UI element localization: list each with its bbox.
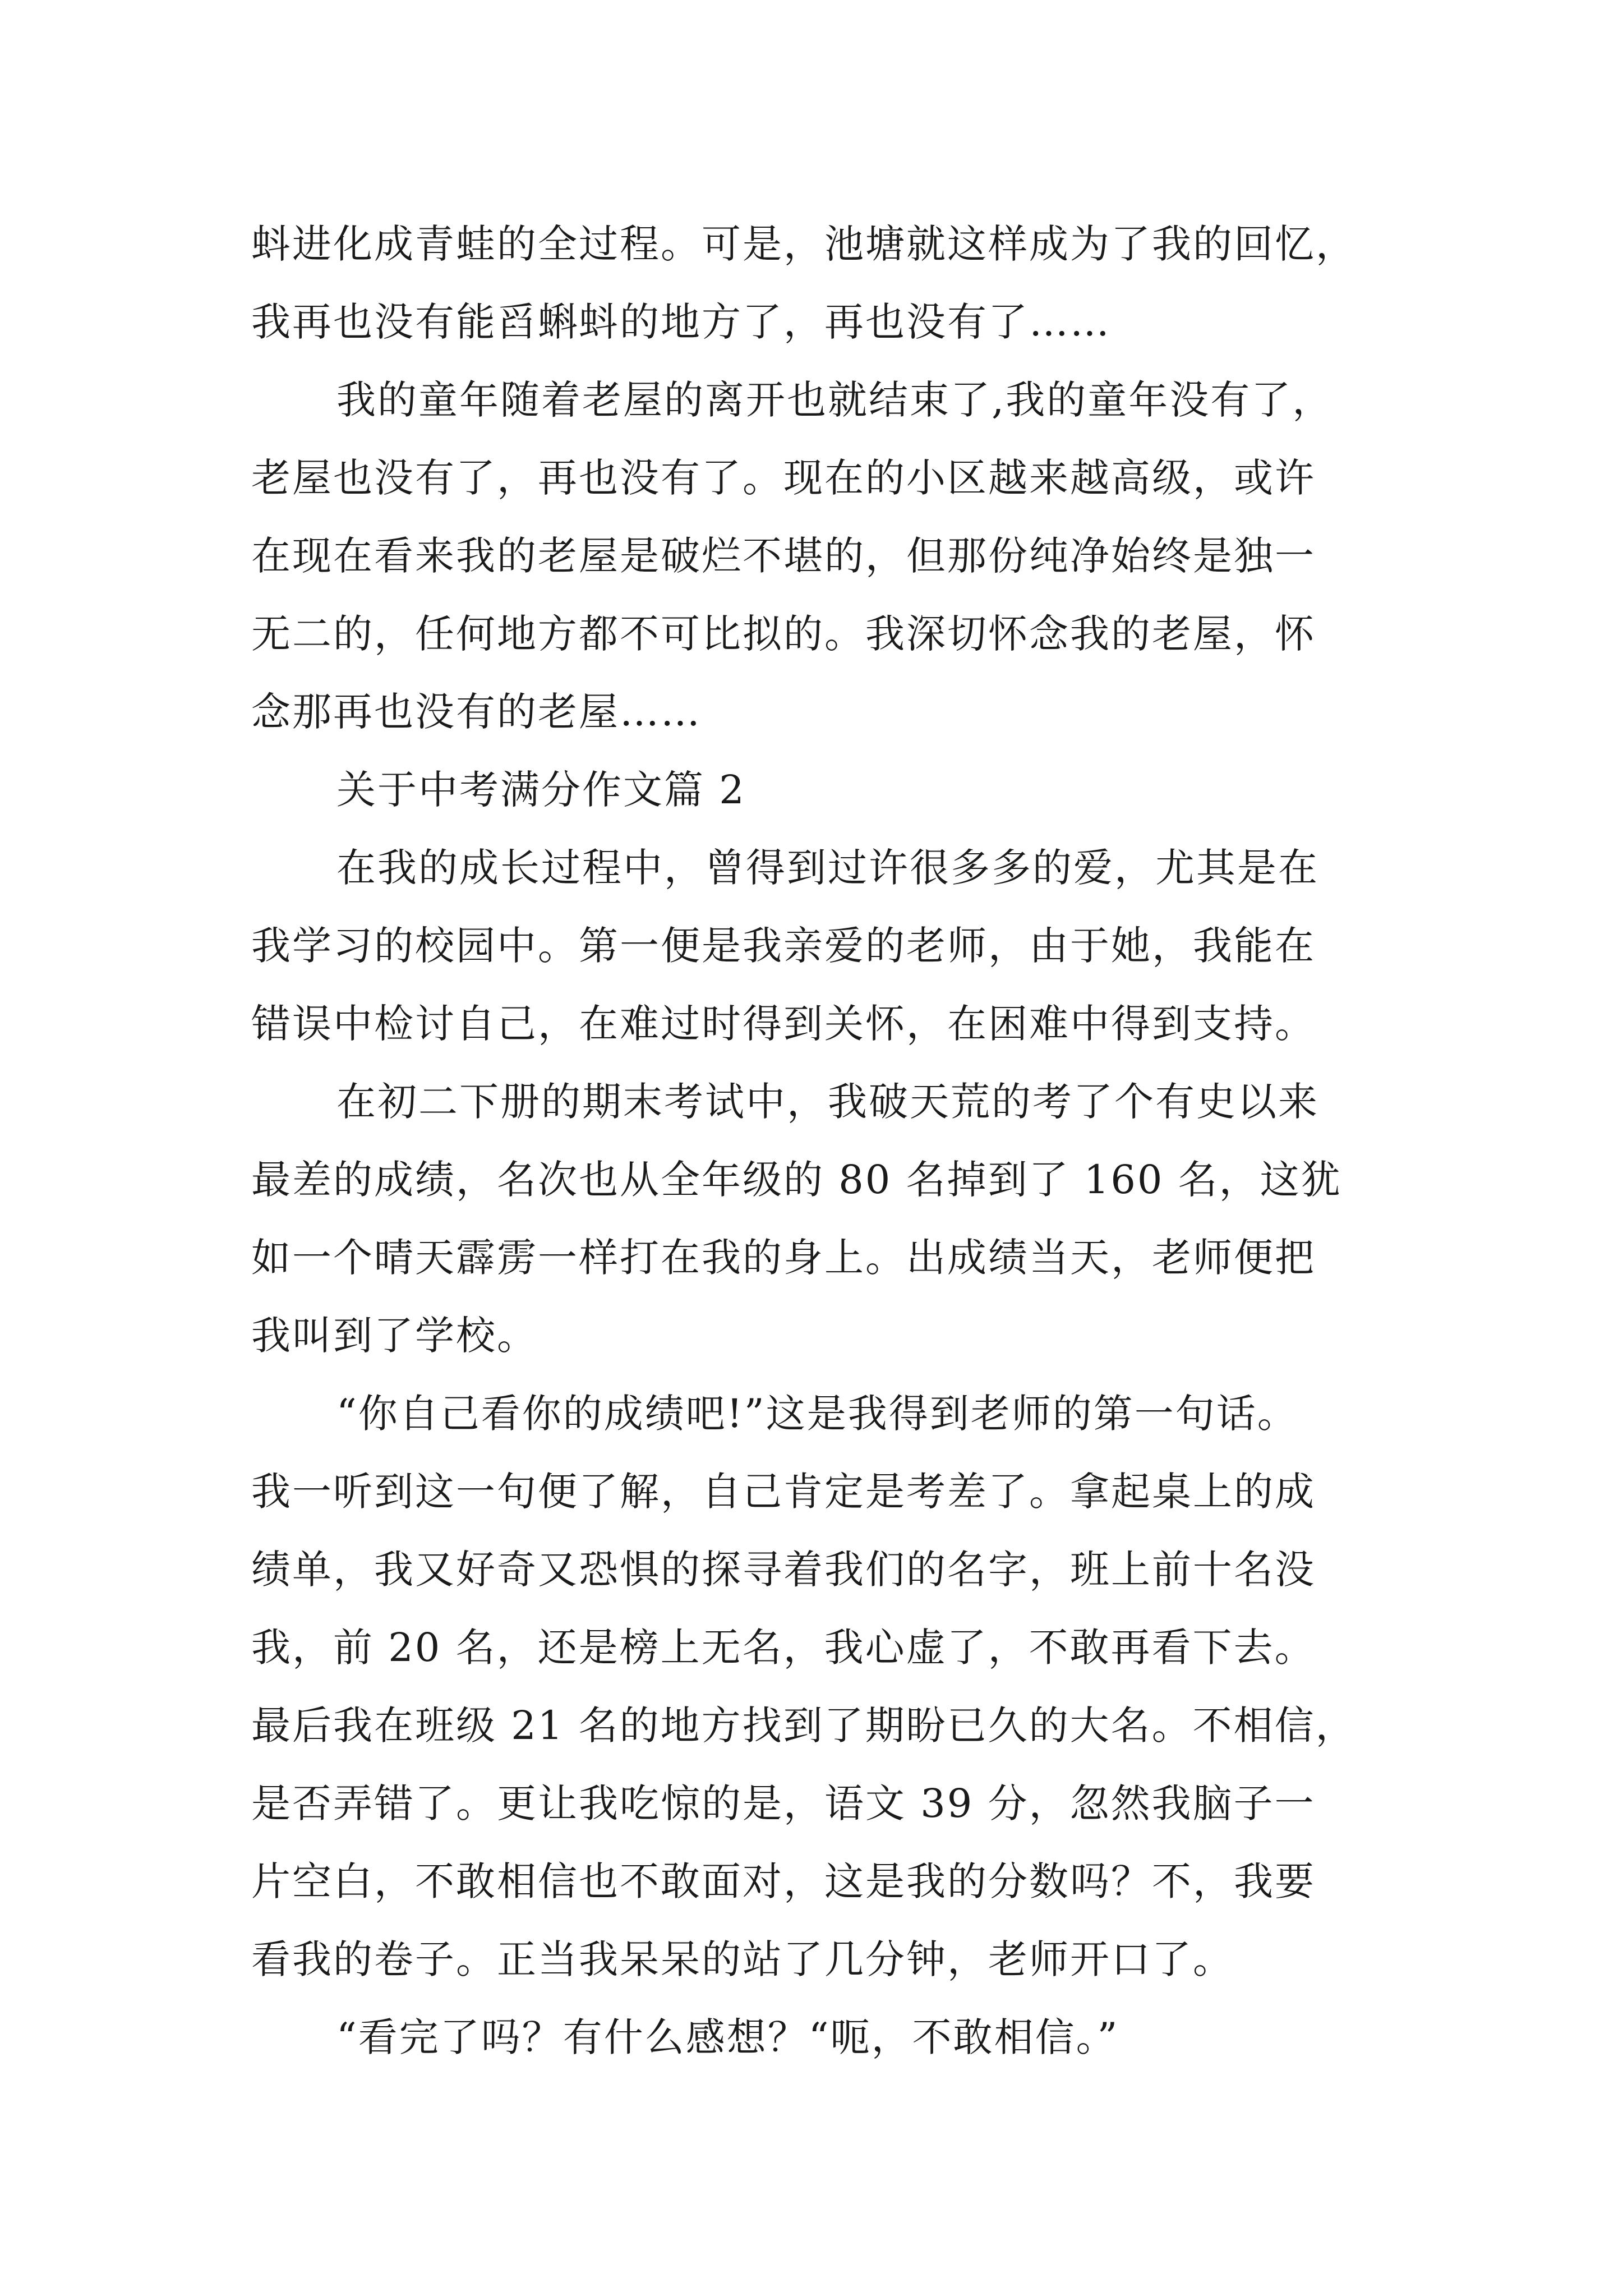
text-line: 老屋也没有了，再也没有了。现在的小区越来越高级，或许 <box>251 455 1316 501</box>
text-line: 我叫到了学校。 <box>251 1313 538 1359</box>
text-line: 最差的成绩，名次也从全年级的 80 名掉到了 160 名，这犹 <box>251 1157 1342 1203</box>
text-line: 我的童年随着老屋的离开也就结束了,我的童年没有了， <box>336 377 1334 423</box>
text-line: 是否弄错了。更让我吃惊的是，语文 39 分，忽然我脑子一 <box>251 1780 1316 1826</box>
text-line: 最后我在班级 21 名的地方找到了期盼已久的大名。不相信， <box>251 1703 1357 1749</box>
text-line: 我再也没有能舀蝌蚪的地方了，再也没有了…… <box>251 299 1111 345</box>
text-line: 如一个晴天霹雳一样打在我的身上。出成绩当天，老师便把 <box>251 1235 1316 1281</box>
text-line: 片空白，不敢相信也不敢面对，这是我的分数吗？不，我要 <box>251 1858 1316 1904</box>
section-heading: 关于中考满分作文篇 2 <box>336 767 746 813</box>
text-line: 我学习的校园中。第一便是我亲爱的老师，由于她，我能在 <box>251 923 1316 969</box>
text-line: 在现在看来我的老屋是破烂不堪的，但那份纯净始终是独一 <box>251 533 1316 579</box>
text-line: “你自己看你的成绩吧!”这是我得到老师的第一句话。 <box>336 1391 1298 1437</box>
text-line: 错误中检讨自己，在难过时得到关怀，在困难中得到支持。 <box>251 1001 1316 1047</box>
text-line: 我，前 20 名，还是榜上无名，我心虚了，不敢再看下去。 <box>251 1625 1316 1671</box>
text-line: 看我的卷子。正当我呆呆的站了几分钟，老师开口了。 <box>251 1936 1234 1982</box>
text-line: 在初二下册的期末考试中，我破天荒的考了个有史以来 <box>336 1079 1319 1125</box>
text-line: 在我的成长过程中，曾得到过许很多多的爱，尤其是在 <box>336 845 1319 891</box>
text-line: “看完了吗？有什么感想？“呃，不敢相信。” <box>336 2014 1119 2060</box>
text-line: 蚪进化成青蛙的全过程。可是，池塘就这样成为了我的回忆， <box>251 221 1357 267</box>
text-line: 念那再也没有的老屋…… <box>251 689 702 735</box>
text-line: 无二的，任何地方都不可比拟的。我深切怀念我的老屋，怀 <box>251 611 1316 657</box>
text-line: 绩单，我又好奇又恐惧的探寻着我们的名字，班上前十名没 <box>251 1547 1316 1593</box>
text-line: 我一听到这一句便了解，自己肯定是考差了。拿起桌上的成 <box>251 1469 1316 1515</box>
